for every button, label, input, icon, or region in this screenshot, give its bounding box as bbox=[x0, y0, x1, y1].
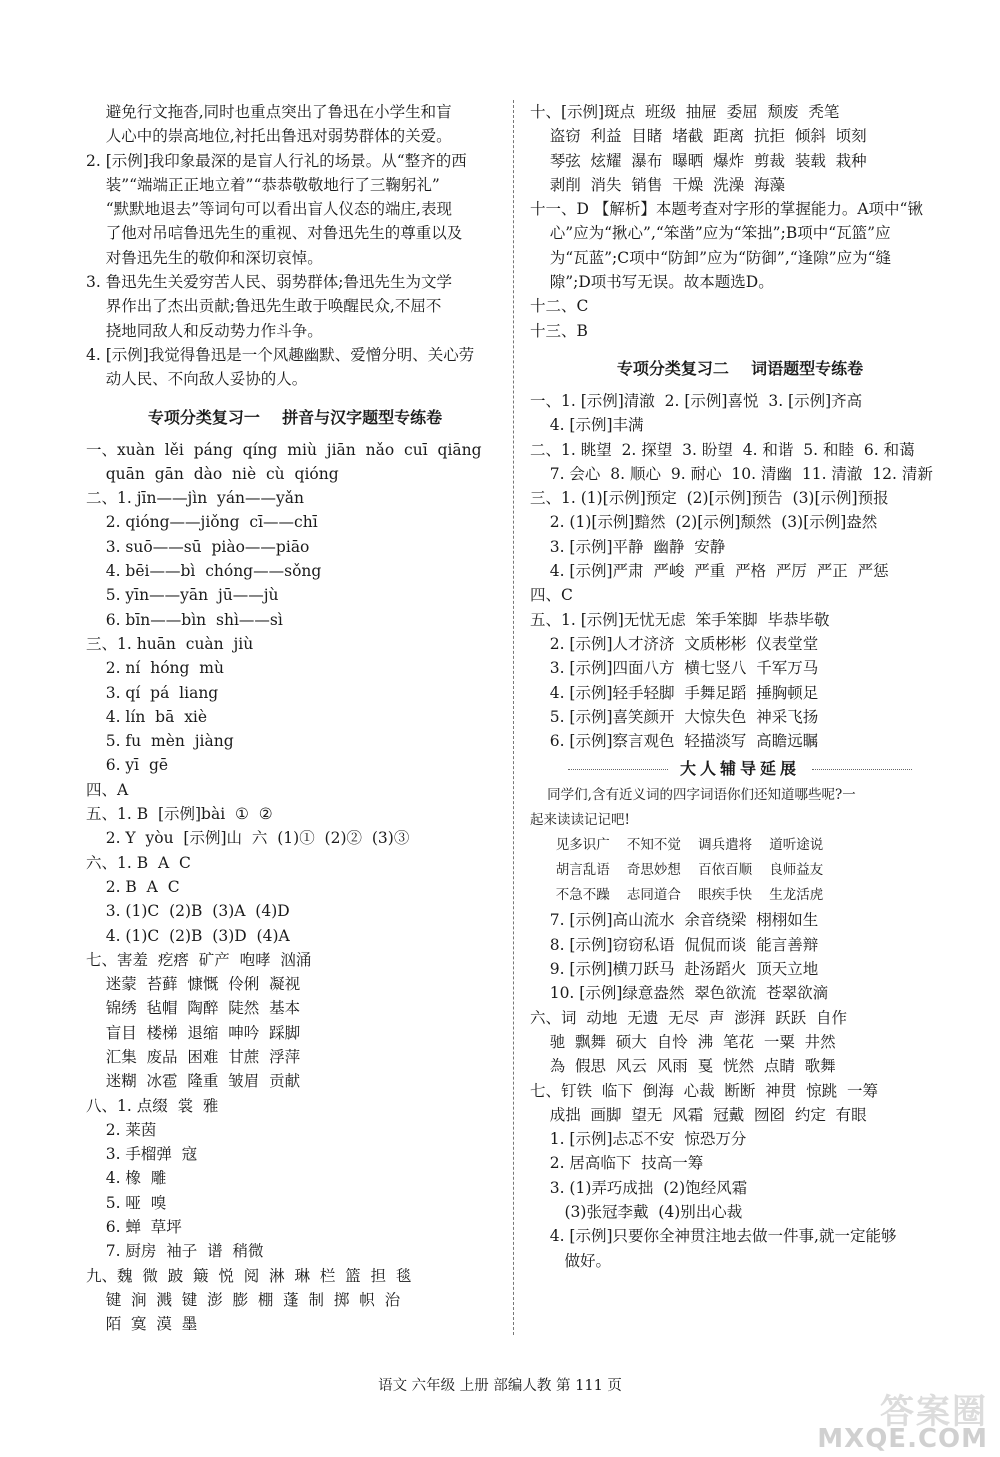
text-line: 4. [示例]轻手轻脚 手舞足蹈 捶胸顿足 bbox=[530, 683, 819, 702]
text-line: 3. qí pá liang bbox=[86, 683, 219, 702]
text-line: 4. [示例]严肃 严峻 严重 严格 严厉 严正 严惩 bbox=[530, 562, 889, 581]
right-column bbox=[530, 100, 950, 1273]
note-line: 起来读读记记吧! bbox=[530, 812, 630, 829]
text-line: 九、魏 微 跛 簸 悦 阅 淋 琳 栏 篮 担 毯 bbox=[86, 1266, 412, 1285]
text-line: 盲目 楼梯 退缩 呻吟 踩脚 bbox=[86, 1023, 301, 1042]
text-line: 2. [示例]我印象最深的是盲人行礼的场景。从“整齐的西 bbox=[86, 151, 467, 170]
text-line: 一、xuàn lěi páng qíng miù jiān nǎo cuī qiāng bbox=[86, 440, 482, 459]
text-line: 七、害羞 疙瘩 矿产 咆哮 汹涌 bbox=[86, 950, 312, 969]
text-line: 汇集 废品 困难 甘蔗 浮萍 bbox=[86, 1047, 301, 1066]
text-line: 驰 飘舞 硕大 自怜 沸 笔花 一粟 井然 bbox=[530, 1032, 836, 1051]
text-line: 2. ní hóng mù bbox=[86, 659, 224, 678]
text-line: 2. (1)[示例]黯然 (2)[示例]颓然 (3)[示例]盎然 bbox=[530, 513, 878, 532]
text-line: 4. (1)C (2)B (3)D (4)A bbox=[86, 926, 290, 945]
text-line: 2. [示例]人才济济 文质彬彬 仪表堂堂 bbox=[530, 634, 819, 653]
text-line: 3. 手榴弹 寇 bbox=[86, 1145, 198, 1164]
text-line: 迷蒙 苔藓 慷慨 伶俐 凝视 bbox=[86, 975, 301, 994]
text-line: 一、1. [示例]清澈 2. [示例]喜悦 3. [示例]齐高 bbox=[530, 391, 863, 410]
text-line: 4. [示例]丰满 bbox=[530, 416, 644, 435]
tutoring-banner bbox=[530, 757, 950, 781]
text-line: 4. bēi——bì chóng——sǒng bbox=[86, 562, 322, 581]
text-line: 十二、C bbox=[530, 297, 589, 316]
section-title-words: 专项分类复习二 词语题型专练卷 bbox=[616, 358, 864, 378]
watermark-site: MXQE.COM bbox=[817, 1424, 988, 1454]
intro-answers bbox=[86, 100, 504, 392]
text-line: 2. Y yòu [示例]山 六 (1)① (2)② (3)③ bbox=[86, 829, 410, 848]
text-line: 為 假思 风云 风雨 戛 恍然 点睛 歌舞 bbox=[530, 1057, 836, 1076]
text-line: 七、钉铁 临下 倒海 心裁 断断 神贯 惊跳 一筹 bbox=[530, 1081, 878, 1100]
text-line: 7. [示例]高山流水 余音绕梁 栩栩如生 bbox=[530, 911, 819, 930]
text-line: 三、1. huān cuàn jiù bbox=[86, 634, 254, 653]
text-line: 2. B A C bbox=[86, 877, 180, 896]
text-line: 10. [示例]绿意盎然 翠色欲流 苍翠欲滴 bbox=[530, 984, 829, 1003]
text-line: 为“瓦蓝”;C项中“防卸”应为“防御”,“逢隙”应为“缝 bbox=[530, 248, 892, 267]
text-line: 十、[示例]斑点 班级 抽屉 委屈 颓废 秃笔 bbox=[530, 103, 840, 121]
word-answers bbox=[530, 389, 950, 753]
text-line: 2. 居高临下 技高一筹 bbox=[530, 1154, 704, 1173]
text-line: “默默地退去”等词句可以看出盲人仪态的端庄,表现 bbox=[86, 200, 452, 219]
text-line: 六、1. B A C bbox=[86, 853, 191, 872]
text-line: 5. 哑 嗅 bbox=[86, 1193, 167, 1212]
text-line: 3. [示例]四面八方 横七竖八 千军万马 bbox=[530, 659, 819, 678]
note-line: 不急不躁 志同道合 眼疾手快 生龙活虎 bbox=[530, 887, 824, 904]
text-line: 6. bīn——bìn shì——sì bbox=[86, 610, 283, 629]
note-line: 见多识广 不知不觉 调兵遣将 道听途说 bbox=[530, 837, 824, 854]
text-line: 剥削 消失 销售 干燥 洗澡 海藻 bbox=[530, 175, 785, 194]
left-column bbox=[86, 100, 504, 1337]
text-line: 了他对吊唁鲁迅先生的重视、对鲁迅先生的尊重以及 bbox=[86, 224, 463, 243]
text-line: 十三、B bbox=[530, 321, 588, 340]
text-line: 盗窃 利益 目睹 堵截 距离 抗拒 倾斜 顷刻 bbox=[530, 127, 867, 146]
tutoring-note bbox=[530, 783, 950, 908]
text-line: 7. 厨房 袖子 谱 稍微 bbox=[86, 1242, 264, 1261]
hanzi-answers-continued bbox=[530, 100, 950, 343]
text-line: 四、C bbox=[530, 586, 573, 605]
text-line: 五、1. [示例]无忧无虑 笨手笨脚 毕恭毕敬 bbox=[530, 610, 830, 629]
banner-divider-left bbox=[568, 769, 668, 770]
text-line: 9. [示例]横刀跃马 赴汤蹈火 顶天立地 bbox=[530, 960, 819, 979]
text-line: 4. [示例]只要你全神贯注地去做一件事,就一定能够 bbox=[530, 1227, 897, 1246]
text-line: 二、1. 眺望 2. 探望 3. 盼望 4. 和谐 5. 和睦 6. 和蔼 bbox=[530, 440, 915, 459]
text-line: 1. [示例]忐忑不安 惊恐万分 bbox=[530, 1130, 747, 1149]
text-line: 做好。 bbox=[530, 1251, 611, 1270]
banner-divider-right bbox=[812, 769, 912, 770]
text-line: 十一、D 【解析】本题考查对字形的掌握能力。A项中“锹 bbox=[530, 200, 923, 219]
text-line: 心”应为“揪心”,“笨凿”应为“笨拙”;B项中“瓦篮”应 bbox=[530, 224, 891, 243]
text-line: 5. fu mèn jiàng bbox=[86, 732, 234, 751]
text-line: 装”“端端正正地立着”“恭恭敬敬地行了三鞠躬礼” bbox=[86, 175, 440, 194]
text-line: 避免行文拖沓,同时也重点突出了鲁迅在小学生和盲 bbox=[86, 103, 452, 121]
text-line: 三、1. (1)[示例]预定 (2)[示例]预告 (3)[示例]预报 bbox=[530, 489, 889, 508]
text-line: 六、词 动地 无遗 无尽 声 澎湃 跃跃 自作 bbox=[530, 1008, 847, 1027]
text-line: 4. [示例]我觉得鲁迅是一个风趣幽默、爱憎分明、关心劳 bbox=[86, 345, 475, 364]
text-line: 4. lín bā xiè bbox=[86, 707, 208, 726]
text-line: 四、A bbox=[86, 780, 129, 799]
text-line: 隙”;D项书写无误。故本题选D。 bbox=[530, 273, 774, 292]
section-title-pinyin: 专项分类复习一 拼音与汉字题型专练卷 bbox=[147, 407, 443, 427]
text-line: 5. [示例]喜笑颜开 大惊失色 神采飞扬 bbox=[530, 707, 819, 726]
pinyin-answers bbox=[86, 438, 504, 1337]
text-line: 键 涧 溅 键 澎 膨 棚 蓬 制 掷 帜 治 bbox=[86, 1290, 401, 1309]
text-line: 二、1. jīn——jìn yán——yǎn bbox=[86, 489, 305, 508]
banner-title: 大人辅导延展 bbox=[679, 759, 800, 779]
text-line: 6. [示例]察言观色 轻描淡写 高瞻远瞩 bbox=[530, 732, 819, 751]
text-line: 成拙 画脚 望无 风霜 冠戴 囫囵 约定 有眼 bbox=[530, 1105, 867, 1124]
text-line: 挠地同敌人和反动势力作斗争。 bbox=[86, 321, 323, 340]
text-line: 3. 鲁迅先生关爱穷苦人民、弱势群体;鲁迅先生为文学 bbox=[86, 273, 452, 292]
text-line: 3. [示例]平静 幽静 安静 bbox=[530, 537, 726, 556]
text-line: 五、1. B [示例]bài ① ② bbox=[86, 805, 273, 824]
text-line: 3. (1)弄巧成拙 (2)饱经风霜 bbox=[530, 1178, 748, 1197]
text-line: 对鲁迅先生的敬仰和深切哀悼。 bbox=[86, 248, 323, 267]
text-line: 锦绣 毡帽 陶醉 陡然 基本 bbox=[86, 999, 301, 1018]
text-line: 3. (1)C (2)B (3)A (4)D bbox=[86, 902, 290, 921]
column-divider bbox=[513, 100, 514, 1335]
text-line: 动人民、不向敌人妥协的人。 bbox=[86, 370, 308, 389]
text-line: 7. 会心 8. 顺心 9. 耐心 10. 清幽 11. 清澈 12. 清新 bbox=[530, 464, 933, 483]
text-line: 6. 蝉 草坪 bbox=[86, 1218, 182, 1237]
text-line: 8. [示例]窃窃私语 侃侃而谈 能言善辩 bbox=[530, 935, 819, 954]
text-line: 界作出了杰出贡献;鲁迅先生敢于唤醒民众,不屈不 bbox=[86, 297, 442, 316]
text-line: 2. qióng——jiǒng cī——chī bbox=[86, 513, 318, 532]
text-line: 迷糊 冰雹 隆重 皱眉 贡献 bbox=[86, 1072, 301, 1091]
text-line: 2. 莱茵 bbox=[86, 1120, 157, 1139]
watermark bbox=[758, 1388, 988, 1456]
text-line: (3)张冠李戴 (4)别出心裁 bbox=[530, 1202, 743, 1221]
text-line: 琴弦 炫耀 瀑布 曝晒 爆炸 剪裁 装载 栽种 bbox=[530, 151, 867, 170]
text-line: 6. yī gē bbox=[86, 756, 169, 775]
text-line: 4. 橡 雕 bbox=[86, 1169, 167, 1188]
word-answers-continued bbox=[530, 908, 950, 1272]
text-line: 陌 寞 漠 墨 bbox=[86, 1315, 198, 1334]
text-line: 八、1. 点缀 裳 雅 bbox=[86, 1096, 219, 1115]
text-line: 3. suō——sū piào——piāo bbox=[86, 537, 310, 556]
note-line: 胡言乱语 奇思妙想 百依百顺 良师益友 bbox=[530, 862, 824, 879]
watermark-logo: 答案圈 bbox=[880, 1392, 988, 1432]
text-line: quān gān dào niè cù qióng bbox=[86, 464, 339, 483]
text-line: 人心中的崇高地位,衬托出鲁迅对弱势群体的关爱。 bbox=[86, 127, 452, 146]
text-line: 5. yīn——yān jū——jù bbox=[86, 586, 279, 605]
page-footer: 语文 六年级 上册 部编人教 第 111 页 bbox=[378, 1378, 622, 1394]
note-line: 同学们,含有近义词的四字词语你们还知道哪些呢?一 bbox=[530, 787, 856, 804]
